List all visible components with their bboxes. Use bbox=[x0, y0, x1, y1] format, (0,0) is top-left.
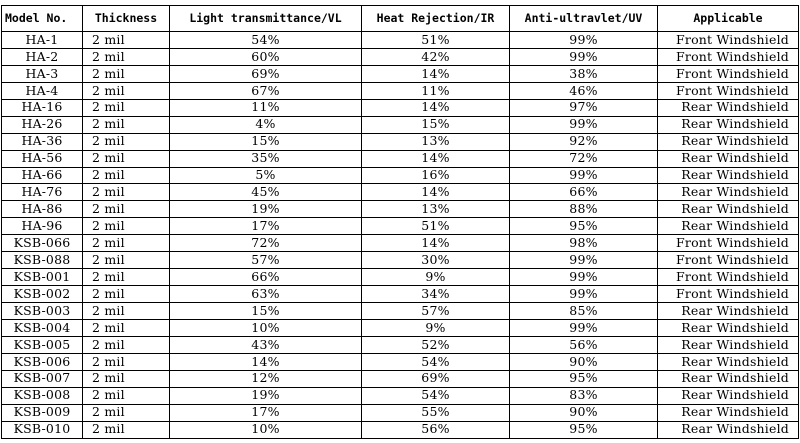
thickness-cell: 2 mil bbox=[83, 99, 170, 116]
applicable-cell: Front Windshield bbox=[658, 32, 799, 49]
model-no-cell: HA-36 bbox=[2, 133, 83, 150]
applicable-cell: Front Windshield bbox=[658, 269, 799, 286]
model-no-cell: HA-3 bbox=[2, 65, 83, 82]
anti-ultraviolet-cell: 99% bbox=[510, 48, 658, 65]
anti-ultraviolet-cell: 95% bbox=[510, 370, 658, 387]
header-heat-rejection: Heat Rejection/IR bbox=[362, 6, 510, 32]
model-no-cell: HA-86 bbox=[2, 201, 83, 218]
thickness-cell: 2 mil bbox=[83, 65, 170, 82]
heat-rejection-cell: 54% bbox=[362, 387, 510, 404]
header-light-transmittance: Light transmittance/VL bbox=[170, 6, 362, 32]
model-no-cell: KSB-006 bbox=[2, 353, 83, 370]
anti-ultraviolet-cell: 95% bbox=[510, 218, 658, 235]
light-transmittance-cell: 19% bbox=[170, 387, 362, 404]
thickness-cell: 2 mil bbox=[83, 167, 170, 184]
model-no-cell: HA-4 bbox=[2, 82, 83, 99]
heat-rejection-cell: 55% bbox=[362, 404, 510, 421]
anti-ultraviolet-cell: 99% bbox=[510, 269, 658, 286]
light-transmittance-cell: 15% bbox=[170, 303, 362, 320]
anti-ultraviolet-cell: 99% bbox=[510, 32, 658, 49]
table-row bbox=[2, 404, 799, 421]
model-no-cell: KSB-088 bbox=[2, 252, 83, 269]
anti-ultraviolet-cell: 92% bbox=[510, 133, 658, 150]
heat-rejection-cell: 14% bbox=[362, 99, 510, 116]
light-transmittance-cell: 69% bbox=[170, 65, 362, 82]
header-row bbox=[2, 6, 799, 32]
thickness-cell: 2 mil bbox=[83, 319, 170, 336]
light-transmittance-cell: 57% bbox=[170, 252, 362, 269]
applicable-cell: Rear Windshield bbox=[658, 99, 799, 116]
applicable-cell: Rear Windshield bbox=[658, 201, 799, 218]
heat-rejection-cell: 42% bbox=[362, 48, 510, 65]
table-row bbox=[2, 167, 799, 184]
anti-ultraviolet-cell: 83% bbox=[510, 387, 658, 404]
header-thickness: Thickness bbox=[83, 6, 170, 32]
heat-rejection-cell: 30% bbox=[362, 252, 510, 269]
applicable-cell: Rear Windshield bbox=[658, 303, 799, 320]
thickness-cell: 2 mil bbox=[83, 336, 170, 353]
anti-ultraviolet-cell: 90% bbox=[510, 404, 658, 421]
spec-table bbox=[1, 5, 799, 439]
heat-rejection-cell: 9% bbox=[362, 319, 510, 336]
heat-rejection-cell: 14% bbox=[362, 150, 510, 167]
model-no-cell: KSB-066 bbox=[2, 235, 83, 252]
light-transmittance-cell: 45% bbox=[170, 184, 362, 201]
applicable-cell: Front Windshield bbox=[658, 286, 799, 303]
applicable-cell: Rear Windshield bbox=[658, 336, 799, 353]
thickness-cell: 2 mil bbox=[83, 218, 170, 235]
light-transmittance-cell: 19% bbox=[170, 201, 362, 218]
light-transmittance-cell: 67% bbox=[170, 82, 362, 99]
model-no-cell: KSB-003 bbox=[2, 303, 83, 320]
table-row bbox=[2, 286, 799, 303]
thickness-cell: 2 mil bbox=[83, 353, 170, 370]
thickness-cell: 2 mil bbox=[83, 404, 170, 421]
thickness-cell: 2 mil bbox=[83, 133, 170, 150]
light-transmittance-cell: 72% bbox=[170, 235, 362, 252]
light-transmittance-cell: 4% bbox=[170, 116, 362, 133]
anti-ultraviolet-cell: 38% bbox=[510, 65, 658, 82]
heat-rejection-cell: 16% bbox=[362, 167, 510, 184]
table-row bbox=[2, 184, 799, 201]
applicable-cell: Rear Windshield bbox=[658, 421, 799, 438]
table-body bbox=[2, 32, 799, 439]
heat-rejection-cell: 14% bbox=[362, 235, 510, 252]
thickness-cell: 2 mil bbox=[83, 48, 170, 65]
light-transmittance-cell: 12% bbox=[170, 370, 362, 387]
thickness-cell: 2 mil bbox=[83, 184, 170, 201]
light-transmittance-cell: 15% bbox=[170, 133, 362, 150]
thickness-cell: 2 mil bbox=[83, 32, 170, 49]
table-row bbox=[2, 269, 799, 286]
table-row bbox=[2, 252, 799, 269]
applicable-cell: Rear Windshield bbox=[658, 353, 799, 370]
anti-ultraviolet-cell: 46% bbox=[510, 82, 658, 99]
heat-rejection-cell: 14% bbox=[362, 184, 510, 201]
applicable-cell: Front Windshield bbox=[658, 65, 799, 82]
applicable-cell: Front Windshield bbox=[658, 48, 799, 65]
anti-ultraviolet-cell: 99% bbox=[510, 252, 658, 269]
heat-rejection-cell: 51% bbox=[362, 218, 510, 235]
anti-ultraviolet-cell: 99% bbox=[510, 167, 658, 184]
model-no-cell: HA-26 bbox=[2, 116, 83, 133]
table-row bbox=[2, 150, 799, 167]
heat-rejection-cell: 57% bbox=[362, 303, 510, 320]
light-transmittance-cell: 17% bbox=[170, 218, 362, 235]
thickness-cell: 2 mil bbox=[83, 370, 170, 387]
thickness-cell: 2 mil bbox=[83, 82, 170, 99]
model-no-cell: HA-56 bbox=[2, 150, 83, 167]
applicable-cell: Front Windshield bbox=[658, 235, 799, 252]
thickness-cell: 2 mil bbox=[83, 116, 170, 133]
applicable-cell: Front Windshield bbox=[658, 82, 799, 99]
anti-ultraviolet-cell: 56% bbox=[510, 336, 658, 353]
anti-ultraviolet-cell: 99% bbox=[510, 116, 658, 133]
header-applicable: Applicable bbox=[658, 6, 799, 32]
applicable-cell: Rear Windshield bbox=[658, 116, 799, 133]
heat-rejection-cell: 34% bbox=[362, 286, 510, 303]
table-row bbox=[2, 65, 799, 82]
light-transmittance-cell: 54% bbox=[170, 32, 362, 49]
table-row bbox=[2, 116, 799, 133]
light-transmittance-cell: 43% bbox=[170, 336, 362, 353]
thickness-cell: 2 mil bbox=[83, 235, 170, 252]
heat-rejection-cell: 56% bbox=[362, 421, 510, 438]
thickness-cell: 2 mil bbox=[83, 269, 170, 286]
light-transmittance-cell: 14% bbox=[170, 353, 362, 370]
light-transmittance-cell: 60% bbox=[170, 48, 362, 65]
model-no-cell: HA-96 bbox=[2, 218, 83, 235]
model-no-cell: KSB-010 bbox=[2, 421, 83, 438]
applicable-cell: Rear Windshield bbox=[658, 319, 799, 336]
anti-ultraviolet-cell: 95% bbox=[510, 421, 658, 438]
thickness-cell: 2 mil bbox=[83, 150, 170, 167]
thickness-cell: 2 mil bbox=[83, 303, 170, 320]
heat-rejection-cell: 11% bbox=[362, 82, 510, 99]
anti-ultraviolet-cell: 97% bbox=[510, 99, 658, 116]
model-no-cell: HA-2 bbox=[2, 48, 83, 65]
heat-rejection-cell: 13% bbox=[362, 133, 510, 150]
model-no-cell: KSB-008 bbox=[2, 387, 83, 404]
light-transmittance-cell: 5% bbox=[170, 167, 362, 184]
anti-ultraviolet-cell: 88% bbox=[510, 201, 658, 218]
table-row bbox=[2, 133, 799, 150]
anti-ultraviolet-cell: 85% bbox=[510, 303, 658, 320]
table-row bbox=[2, 235, 799, 252]
applicable-cell: Rear Windshield bbox=[658, 218, 799, 235]
table-row bbox=[2, 99, 799, 116]
table-row bbox=[2, 336, 799, 353]
table-row bbox=[2, 353, 799, 370]
model-no-cell: HA-1 bbox=[2, 32, 83, 49]
thickness-cell: 2 mil bbox=[83, 201, 170, 218]
heat-rejection-cell: 54% bbox=[362, 353, 510, 370]
applicable-cell: Rear Windshield bbox=[658, 184, 799, 201]
heat-rejection-cell: 51% bbox=[362, 32, 510, 49]
header-anti-ultraviolet: Anti-ultravlet/UV bbox=[510, 6, 658, 32]
light-transmittance-cell: 11% bbox=[170, 99, 362, 116]
anti-ultraviolet-cell: 99% bbox=[510, 286, 658, 303]
anti-ultraviolet-cell: 72% bbox=[510, 150, 658, 167]
light-transmittance-cell: 10% bbox=[170, 319, 362, 336]
thickness-cell: 2 mil bbox=[83, 387, 170, 404]
anti-ultraviolet-cell: 99% bbox=[510, 319, 658, 336]
applicable-cell: Rear Windshield bbox=[658, 404, 799, 421]
applicable-cell: Rear Windshield bbox=[658, 150, 799, 167]
model-no-cell: KSB-002 bbox=[2, 286, 83, 303]
model-no-cell: KSB-005 bbox=[2, 336, 83, 353]
table-row bbox=[2, 421, 799, 438]
heat-rejection-cell: 14% bbox=[362, 65, 510, 82]
model-no-cell: HA-16 bbox=[2, 99, 83, 116]
table-row bbox=[2, 218, 799, 235]
table-row bbox=[2, 48, 799, 65]
light-transmittance-cell: 35% bbox=[170, 150, 362, 167]
heat-rejection-cell: 15% bbox=[362, 116, 510, 133]
light-transmittance-cell: 10% bbox=[170, 421, 362, 438]
table-row bbox=[2, 32, 799, 49]
heat-rejection-cell: 9% bbox=[362, 269, 510, 286]
table-row bbox=[2, 319, 799, 336]
header-model-no: Model No. bbox=[2, 6, 83, 32]
model-no-cell: KSB-001 bbox=[2, 269, 83, 286]
model-no-cell: KSB-007 bbox=[2, 370, 83, 387]
applicable-cell: Rear Windshield bbox=[658, 370, 799, 387]
applicable-cell: Front Windshield bbox=[658, 252, 799, 269]
table-row bbox=[2, 370, 799, 387]
thickness-cell: 2 mil bbox=[83, 252, 170, 269]
heat-rejection-cell: 69% bbox=[362, 370, 510, 387]
model-no-cell: HA-66 bbox=[2, 167, 83, 184]
light-transmittance-cell: 17% bbox=[170, 404, 362, 421]
applicable-cell: Rear Windshield bbox=[658, 167, 799, 184]
heat-rejection-cell: 52% bbox=[362, 336, 510, 353]
applicable-cell: Rear Windshield bbox=[658, 387, 799, 404]
anti-ultraviolet-cell: 98% bbox=[510, 235, 658, 252]
light-transmittance-cell: 66% bbox=[170, 269, 362, 286]
table-row bbox=[2, 387, 799, 404]
table-row bbox=[2, 201, 799, 218]
thickness-cell: 2 mil bbox=[83, 421, 170, 438]
model-no-cell: HA-76 bbox=[2, 184, 83, 201]
anti-ultraviolet-cell: 66% bbox=[510, 184, 658, 201]
model-no-cell: KSB-009 bbox=[2, 404, 83, 421]
thickness-cell: 2 mil bbox=[83, 286, 170, 303]
model-no-cell: KSB-004 bbox=[2, 319, 83, 336]
heat-rejection-cell: 13% bbox=[362, 201, 510, 218]
applicable-cell: Rear Windshield bbox=[658, 133, 799, 150]
table-row bbox=[2, 82, 799, 99]
anti-ultraviolet-cell: 90% bbox=[510, 353, 658, 370]
table-row bbox=[2, 303, 799, 320]
light-transmittance-cell: 63% bbox=[170, 286, 362, 303]
